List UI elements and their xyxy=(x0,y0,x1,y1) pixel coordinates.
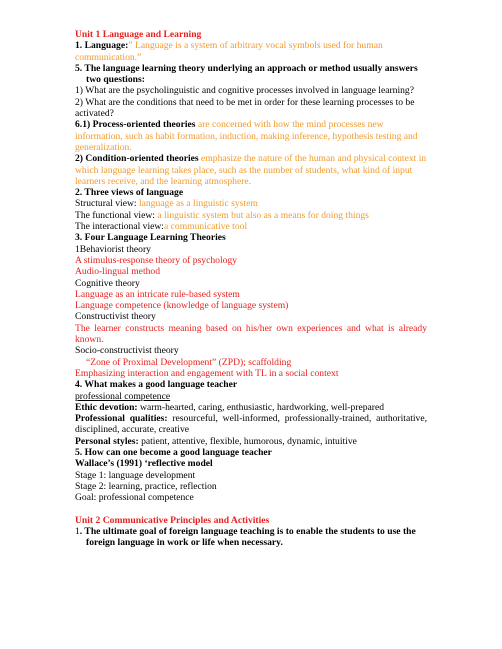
theories-heading: 3. Four Language Learning Theories xyxy=(75,232,226,244)
section-spacer xyxy=(75,503,427,514)
view-structural-value: language as a linguistic system xyxy=(138,198,258,210)
socio-constructivist-theory: Socio-constructivist theory xyxy=(75,345,179,357)
socio-constructivist-detail-2: Emphasizing interaction and engagement with TL in a social context xyxy=(75,367,339,379)
goal: Goal: professional competence xyxy=(75,492,194,504)
unit1-title: Unit 1 Language and Learning xyxy=(75,29,202,40)
unit2-point-1-number: 1 xyxy=(75,526,80,538)
learning-theory-heading: 5. The language learning theory underlying an approach or method usually answers two questions: xyxy=(75,62,418,86)
personal-styles-text: patient, attentive, flexible, humorous, dynamic, intuitive xyxy=(138,435,357,447)
professional-qualities-text: resourceful, well-informed, professionally-trained, authoritative, disciplined, accurate, creative xyxy=(75,413,427,436)
ethic-devotion-text: warm-hearted, caring, enthusiastic, hardworking, well-prepared xyxy=(137,401,385,413)
behaviorist-detail-1: A stimulus-response theory of psychology xyxy=(75,254,238,266)
view-structural-label: Structural view: xyxy=(75,198,139,210)
views-heading: 2. Three views of language xyxy=(75,187,184,199)
stage-2: Stage 2: learning, practice, reflection xyxy=(75,480,217,492)
view-interactional xyxy=(75,221,427,232)
language-definition-text: ” Language is a system of arbitrary vocal symbols used for human communication.” xyxy=(75,40,383,63)
condition-oriented-theories xyxy=(75,153,427,187)
stage-1: Stage 1: language development xyxy=(75,469,196,481)
unit2-point-1-text: . The ultimate goal of foreign language teaching is to enable the students to use the foreign language in work or life when necessary. xyxy=(79,526,416,549)
process-oriented-text: are concerned with how the mind processes new information, such as habit formation, induction, making inference, hypothesis testing and generalization. xyxy=(75,119,418,153)
professional-competence-label: professional competence xyxy=(75,390,171,402)
behaviorist-detail-2: Audio-lingual method xyxy=(75,266,160,278)
professional-qualities xyxy=(75,413,427,436)
unit2-title: Unit 2 Communicative Principles and Activities xyxy=(75,514,270,526)
become-teacher-heading: 5. How can one become a good language teacher xyxy=(75,446,272,458)
ethic-devotion-label: Ethic devotion: xyxy=(75,401,138,413)
behaviorist-theory: 1Behaviorist theory xyxy=(75,243,151,255)
process-oriented-theories xyxy=(75,119,427,153)
learning-theory-question-1: 1) What are the psycholinguistic and cognitive processes involved in language learning? xyxy=(75,85,414,97)
language-label: 1. Language: xyxy=(75,40,129,52)
good-teacher-heading: 4. What makes a good language teacher xyxy=(75,379,238,391)
cognitive-detail-1: Language as an intricate rule-based system xyxy=(75,288,240,300)
ethic-devotion xyxy=(75,402,427,413)
view-functional-label: The functional view: xyxy=(75,209,158,221)
condition-oriented-label: 2) Condition-oriented theories xyxy=(75,153,199,165)
language-definition xyxy=(75,40,427,63)
professional-qualities-label: Professional qualities: xyxy=(75,413,168,425)
socio-constructivist-detail-1: “Zone of Proximal Development” (ZPD); scaffolding xyxy=(86,356,292,368)
document-page xyxy=(75,29,427,549)
personal-styles xyxy=(75,436,427,447)
wallace-model: Wallace’s (1991) ‘reflective model xyxy=(75,458,213,470)
process-oriented-label: 6.1) Process-oriented theories xyxy=(75,119,196,131)
view-interactional-label: The interactional view: xyxy=(75,221,164,233)
view-functional-value: a linguistic system but also as a means for doing things xyxy=(157,209,369,221)
view-structural xyxy=(75,198,427,209)
view-functional xyxy=(75,210,427,221)
cognitive-detail-2: Language competence (knowledge of language system) xyxy=(75,300,289,312)
constructivist-detail: The learner constructs meaning based on his/her own experiences and what is already known. xyxy=(75,322,427,346)
unit2-point-1 xyxy=(75,526,427,549)
condition-oriented-text: emphasize the nature of the human and physical context in which language learning takes place, such as the number of students, what kind of input learners receive, and the learning atmosphere. xyxy=(75,153,427,187)
cognitive-theory: Cognitive theory xyxy=(75,277,140,289)
view-interactional-value: a communicative tool xyxy=(163,221,248,233)
personal-styles-label: Personal styles: xyxy=(75,435,139,447)
constructivist-theory: Constructivist theory xyxy=(75,311,156,323)
learning-theory-question-2: 2) What are the conditions that need to be met in order for these learning processes to be activated? xyxy=(75,96,415,120)
